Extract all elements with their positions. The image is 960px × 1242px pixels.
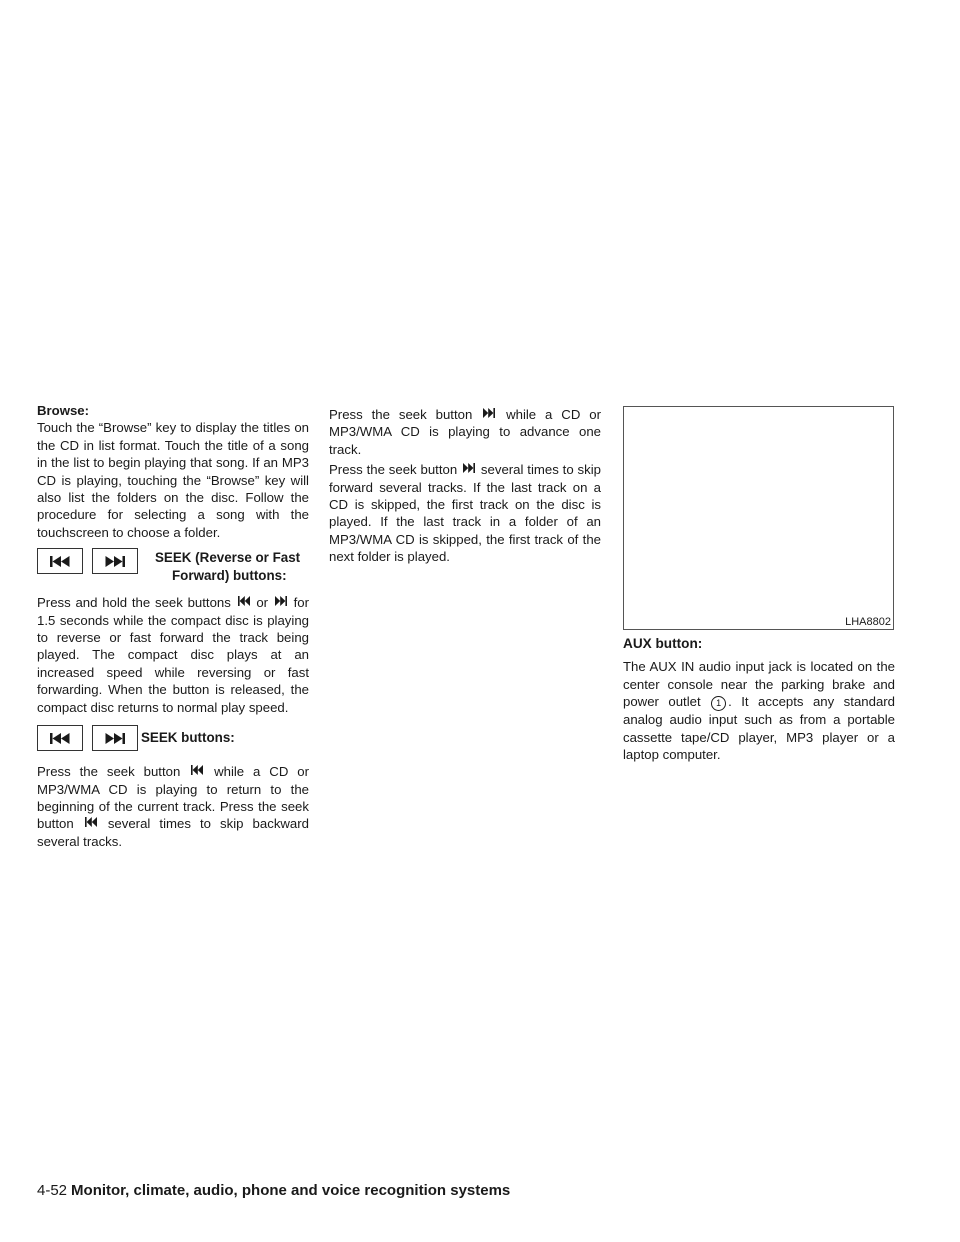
- skip-forward-icon: [104, 555, 126, 568]
- seek-rf-label-line2: Forward) buttons:: [172, 568, 287, 584]
- seek-rf-label: [155, 549, 300, 585]
- skip-forward-icon: [483, 408, 495, 418]
- aux-heading: AUX button:: [623, 636, 703, 651]
- callout-marker: 1: [711, 696, 726, 711]
- seek-fwd-text-d: several times to skip forward several tracks. If the last track on a CD is skipped, the first track on the disc is played. If the last track in a folder of an MP3/WMA CD is skipped, the first track of the next folder is played.: [329, 462, 601, 565]
- seek-text-b: while a CD or MP3/WMA CD is playing to return to the beginning of the current track. Press the seek button: [37, 764, 309, 832]
- seek-fwd-text-b: while a CD or MP3/WMA CD is playing to advance one track.: [329, 407, 601, 457]
- seek-reverse-forward-buttons: [37, 548, 309, 594]
- skip-back-icon: [49, 555, 71, 568]
- seek-text-c: several times to skip backward several tracks.: [37, 816, 309, 849]
- seek-text-a: Press the seek button: [37, 764, 181, 780]
- column-left: [37, 402, 309, 850]
- figure-code: LHA8802: [845, 616, 891, 628]
- aux-text: [623, 658, 895, 763]
- seek-forward-button: [92, 725, 138, 751]
- skip-back-icon: [85, 817, 97, 827]
- seek-rf-text-or: or: [256, 595, 269, 611]
- figure-frame: [623, 406, 894, 630]
- browse-text: Touch the “Browse” key to display the titles on the CD in list format. Touch the title of a song in the list to begin playing that song. If an MP3 CD is playing, touching the “Browse” key will also list the folders on the disc. Follow the procedure for selecting a song with the touchscreen to choose a folder.: [37, 420, 309, 540]
- seek-rf-label-line1: SEEK (Reverse or Fast: [155, 550, 301, 566]
- seek-forward-text-2: [329, 461, 601, 565]
- seek-fwd-text-a: Press the seek button: [329, 407, 473, 422]
- seek-rf-text: [37, 594, 309, 716]
- seek-reverse-button: [37, 548, 83, 574]
- aux-text-b: . It accepts any standard analog audio input such as from a portable cassette tape/CD player, MP3 player or a laptop computer.: [623, 694, 896, 763]
- chapter-title: Monitor, climate, audio, phone and voice recognition systems: [71, 1182, 511, 1199]
- skip-back-icon: [49, 732, 71, 745]
- seek-buttons: [37, 725, 309, 771]
- browse-heading: Browse:: [37, 403, 90, 418]
- skip-forward-icon: [463, 463, 475, 473]
- seek-label: SEEK buttons:: [141, 730, 235, 746]
- seek-forward-text: [329, 406, 601, 458]
- skip-forward-icon: [275, 596, 287, 606]
- page-number: 4-52: [37, 1182, 68, 1199]
- seek-fwd-text-c: Press the seek button: [329, 462, 458, 478]
- seek-reverse-button: [37, 725, 83, 751]
- seek-forward-button: [92, 548, 138, 574]
- page-footer: [37, 1182, 510, 1200]
- column-middle: [329, 406, 601, 566]
- seek-text: [37, 763, 309, 850]
- column-right: [623, 406, 895, 763]
- skip-forward-icon: [104, 732, 126, 745]
- skip-back-icon: [238, 596, 250, 606]
- seek-rf-text-b: for 1.5 seconds while the compact disc is playing to reverse or fast forward the track being played. The compact disc plays at an increased speed while reversing or fast forwarding. When the button is released, the compact disc returns to normal play speed.: [37, 595, 309, 715]
- aux-text-a: The AUX IN audio input jack is located on the center console near the parking brake and power outlet: [623, 659, 895, 710]
- seek-rf-text-a: Press and hold the seek buttons: [37, 595, 231, 611]
